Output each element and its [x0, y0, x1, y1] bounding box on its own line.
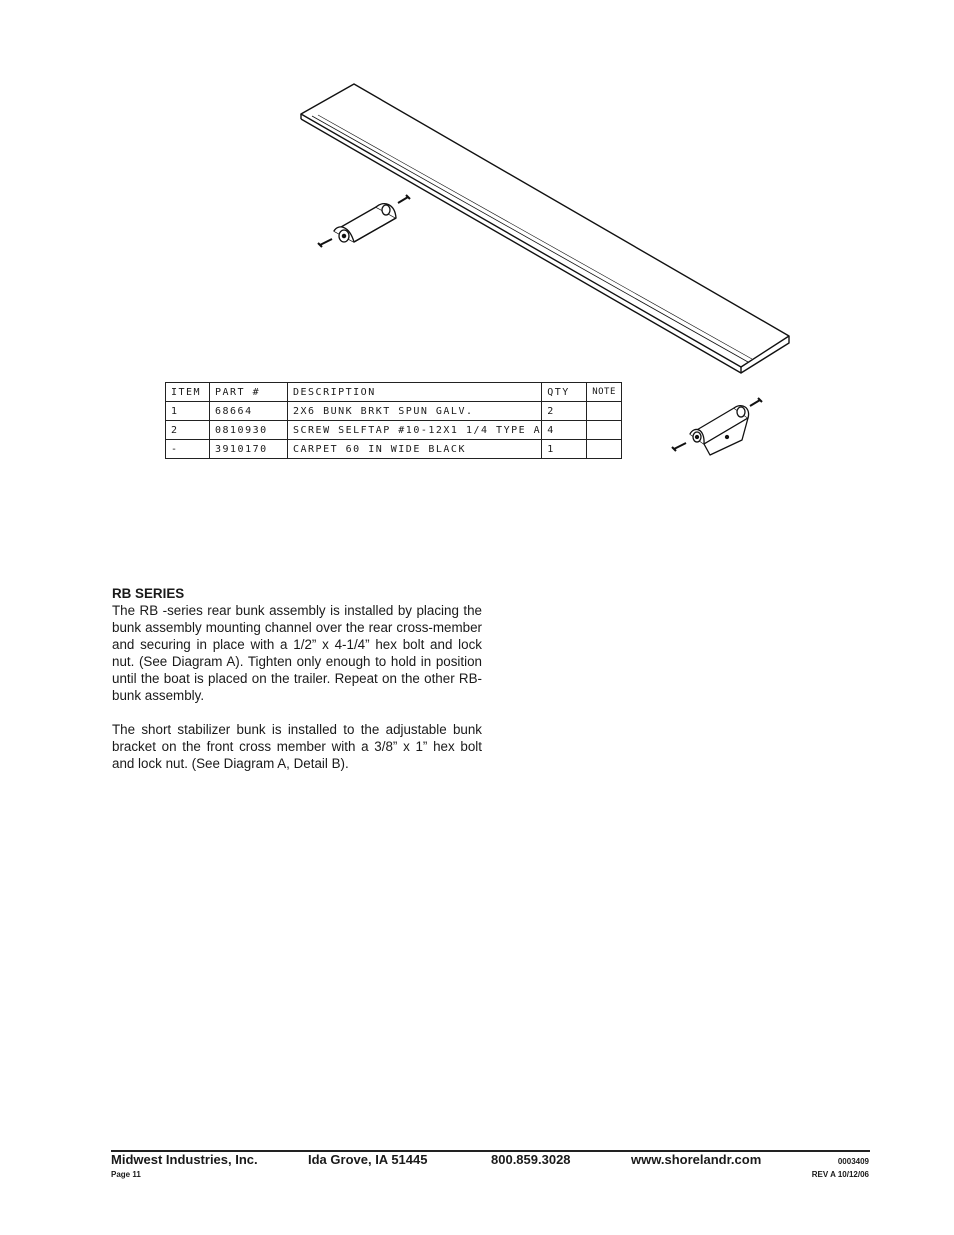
header-description: DESCRIPTION — [288, 383, 542, 402]
table-header-row — [166, 383, 622, 402]
bunk-bracket-upper — [334, 204, 396, 242]
footer-page-number: Page 11 — [111, 1170, 141, 1179]
section-heading: RB SERIES — [112, 586, 185, 601]
cell-item: - — [166, 440, 210, 459]
cell-item: 1 — [166, 402, 210, 421]
cell-note — [587, 440, 622, 459]
cell-part-number: 0810930 — [210, 421, 288, 440]
cell-description: SCREW SELFTAP #10-12X1 1/4 TYPE A — [288, 421, 542, 440]
cell-item: 2 — [166, 421, 210, 440]
instruction-paragraph: The short stabilizer bunk is installed to the adjustable bunk bracket on the front cross member with a 3/8” x 1” hex bolt and lock nut. (See Diagram A, Detail B). — [112, 722, 482, 771]
cell-part-number: 3910170 — [210, 440, 288, 459]
cell-qty: 1 — [542, 440, 587, 459]
rb-series-section — [112, 585, 482, 772]
cell-description: CARPET 60 IN WIDE BLACK — [288, 440, 542, 459]
screw-detail-right — [750, 398, 762, 406]
table-row — [166, 421, 622, 440]
footer-city: Ida Grove, IA 51445 — [308, 1152, 428, 1167]
parts-table — [165, 382, 622, 459]
header-item: ITEM — [166, 383, 210, 402]
cell-part-number: 68664 — [210, 402, 288, 421]
footer-phone: 800.859.3028 — [491, 1152, 571, 1167]
cell-note — [587, 402, 622, 421]
table-row — [166, 440, 622, 459]
footer-doc-number: 0003409 — [837, 1157, 869, 1166]
footer-revision: REV A 10/12/06 — [811, 1170, 869, 1179]
table-row — [166, 402, 622, 421]
header-note: NOTE — [587, 383, 622, 402]
bunk-bracket-detail — [690, 406, 749, 455]
header-part-number: PART # — [210, 383, 288, 402]
header-qty: QTY — [542, 383, 587, 402]
footer-company: Midwest Industries, Inc. — [111, 1152, 258, 1167]
screw-detail-left — [672, 443, 686, 451]
cell-description: 2X6 BUNK BRKT SPUN GALV. — [288, 402, 542, 421]
instruction-paragraph: The RB -series rear bunk assembly is installed by placing the bunk assembly mounting channel over the rear cross-member and securing in place with a 1/2” x 4-1/4” hex bolt and lock nut. (See Diagram A). Tighten only enough to hold in position until the boat is placed on the trailer. Repeat on the other RB-bunk assembly. — [112, 603, 482, 703]
cell-qty: 4 — [542, 421, 587, 440]
cell-qty: 2 — [542, 402, 587, 421]
screw-upper-left — [318, 239, 332, 247]
cell-note — [587, 421, 622, 440]
screw-upper-right — [398, 195, 410, 203]
footer-website: www.shorelandr.com — [631, 1152, 762, 1167]
